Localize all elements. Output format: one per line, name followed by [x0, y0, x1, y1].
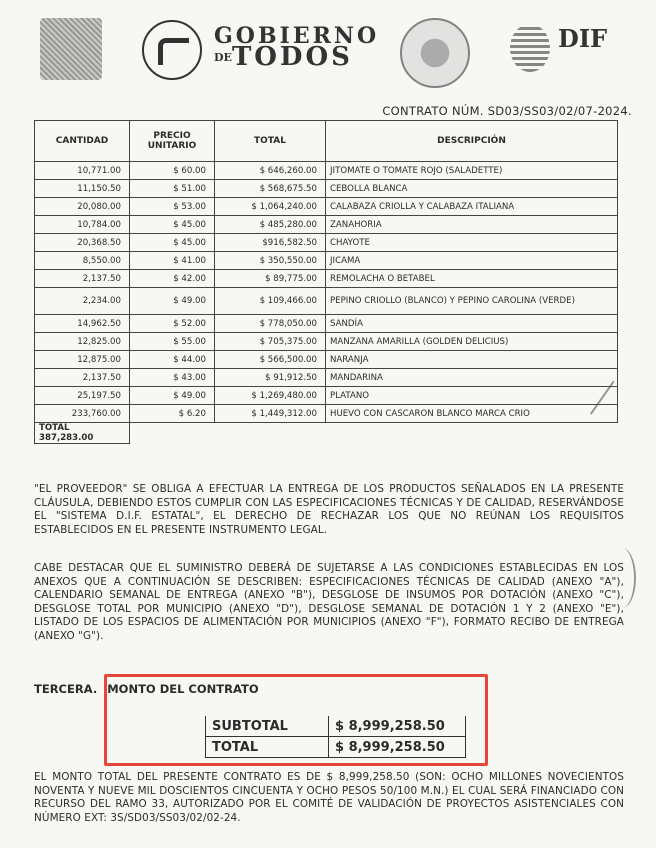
signature-mark	[608, 548, 636, 608]
cell-cantidad: 233,760.00	[35, 405, 130, 423]
table-row	[35, 216, 618, 234]
cell-descripcion: NARANJA	[326, 351, 618, 369]
cell-precio: $ 41.00	[130, 252, 215, 270]
cell-cantidad: 20,080.00	[35, 198, 130, 216]
cell-descripcion: CALABAZA CRIOLLA Y CALABAZA ITALIANA	[326, 198, 618, 216]
cell-precio: $ 55.00	[130, 333, 215, 351]
state-seal-logo	[40, 18, 102, 80]
cell-cantidad: 10,771.00	[35, 162, 130, 180]
header-total: TOTAL	[215, 121, 326, 162]
cell-descripcion: PEPINO CRIOLLO (BLANCO) Y PEPINO CAROLINA (VERDE)	[326, 288, 618, 315]
district-seal-logo	[400, 18, 470, 88]
cell-descripcion: HUEVO CON CASCARON BLANCO MARCA CRIO	[326, 405, 618, 423]
cell-total: $ 91,912.50	[215, 369, 326, 387]
table-total-row	[35, 423, 618, 444]
cell-descripcion: JITOMATE O TOMATE ROJO (SALADETTE)	[326, 162, 618, 180]
cell-precio: $ 42.00	[130, 270, 215, 288]
cell-cantidad: 8,550.00	[35, 252, 130, 270]
header-precio: PRECIO UNITARIO	[130, 121, 215, 162]
gob-line2: TODOS	[231, 42, 353, 72]
total-value: $ 8,999,258.50	[329, 737, 466, 758]
table-row	[35, 288, 618, 315]
cell-precio: $ 51.00	[130, 180, 215, 198]
header-cantidad: CANTIDAD	[35, 121, 130, 162]
table-body	[35, 162, 618, 444]
cell-precio: $ 45.00	[130, 234, 215, 252]
cell-descripcion: MANDARINA	[326, 369, 618, 387]
gobierno-de-todos-logo	[214, 23, 380, 72]
table-row	[35, 351, 618, 369]
gob-line1: GOBIERNO	[214, 23, 380, 49]
cell-cantidad: 11,150.50	[35, 180, 130, 198]
cell-total: $ 778,050.00	[215, 315, 326, 333]
cell-total: $ 1,449,312.00	[215, 405, 326, 423]
cell-total: $ 485,280.00	[215, 216, 326, 234]
subtotal-row	[206, 716, 466, 737]
header-logos	[30, 14, 640, 88]
cell-total: $ 568,675.50	[215, 180, 326, 198]
gob-de: DE	[214, 51, 232, 64]
subtotal-value: $ 8,999,258.50	[329, 716, 466, 737]
cell-total: $ 566,500.00	[215, 351, 326, 369]
clause-label: TERCERA.	[34, 682, 98, 696]
cell-cantidad: 12,825.00	[35, 333, 130, 351]
cell-descripcion: REMOLACHA O BETABEL	[326, 270, 618, 288]
gobierno-mark-logo	[142, 20, 202, 80]
table-row	[35, 180, 618, 198]
cell-cantidad: 14,962.50	[35, 315, 130, 333]
cell-cantidad: 12,875.00	[35, 351, 130, 369]
cell-descripcion: ZANAHORIA	[326, 216, 618, 234]
empty-cell	[326, 423, 618, 444]
cell-precio: $ 49.00	[130, 387, 215, 405]
paragraph-monto: EL MONTO TOTAL DEL PRESENTE CONTRATO ES DE $ 8,999,258.50 (SON: OCHO MILLONES NOVECIENTOS NOVENTA Y NUEVE MIL DOSCIENTOS CINCUENTA Y OCHO PESOS 50/100 M.N.) EL CUAL SERÁ FINANCIADO CON RECURSO DEL RAMO 33, AUTORIZADO POR EL COMITÉ DE VALIDACIÓN DE PROYECTOS ASISTENCIALES CON NÚMERO EXT: 3S/SD03/SS03/02/02-24.	[34, 771, 624, 824]
table-row	[35, 252, 618, 270]
table-header-row	[35, 121, 618, 162]
cell-precio: $ 60.00	[130, 162, 215, 180]
dif-logo-text: DIF	[558, 24, 608, 53]
total-label: TOTAL	[206, 737, 329, 758]
cell-descripcion: CEBOLLA BLANCA	[326, 180, 618, 198]
cell-total: $ 89,775.00	[215, 270, 326, 288]
cell-cantidad: 25,197.50	[35, 387, 130, 405]
amount-summary	[205, 716, 466, 758]
dif-emblem-icon	[510, 24, 550, 72]
cell-cantidad: 2,234.00	[35, 288, 130, 315]
empty-cell	[215, 423, 326, 444]
table-row	[35, 405, 618, 423]
cell-precio: $ 52.00	[130, 315, 215, 333]
total-row	[206, 737, 466, 758]
cell-total: $ 109,466.00	[215, 288, 326, 315]
cell-total: $916,582.50	[215, 234, 326, 252]
table-row	[35, 198, 618, 216]
cell-descripcion: PLATANO	[326, 387, 618, 405]
cell-precio: $ 43.00	[130, 369, 215, 387]
cell-total: $ 1,269,480.00	[215, 387, 326, 405]
cell-cantidad: 20,368.50	[35, 234, 130, 252]
table-row	[35, 369, 618, 387]
table-total-cell: TOTAL 387,283.00	[35, 423, 130, 444]
table-row	[35, 315, 618, 333]
cell-total: $ 705,375.00	[215, 333, 326, 351]
table-row	[35, 162, 618, 180]
empty-cell	[130, 423, 215, 444]
cell-precio: $ 45.00	[130, 216, 215, 234]
cell-cantidad: 2,137.50	[35, 369, 130, 387]
cell-precio: $ 53.00	[130, 198, 215, 216]
paragraph-anexos: CABE DESTACAR QUE EL SUMINISTRO DEBERÁ DE SUJETARSE A LAS CONDICIONES ESTABLECIDAS EN LOS ANEXOS QUE A CONTINUACIÓN SE DESCRIBEN: ESPECIFICACIONES TÉCNICAS DE CALIDAD (ANEXO "A"), CALENDARIO SEMANAL DE ENTREGA (ANEXO "B"), DESGLOSE DE INSUMOS POR DOTACIÓN (ANEXO "C"), DESGLOSE TOTAL POR MUNICIPIO (ANEXO "D"), DESGLOSE SEMANAL DE DOTACIÓN 1 Y 2 (ANEXO "E"), LISTADO DE LOS ESPACIOS DE ALIMENTACIÓN POR MUNICIPIOS (ANEXO "F"), FORMATO RECIBO DE ENTREGA (ANEXO "G").	[34, 562, 624, 642]
cell-total: $ 646,260.00	[215, 162, 326, 180]
table-row	[35, 333, 618, 351]
cell-precio: $ 6.20	[130, 405, 215, 423]
subtotal-label: SUBTOTAL	[206, 716, 329, 737]
cell-descripcion: MANZANA AMARILLA (GOLDEN DELICIUS)	[326, 333, 618, 351]
cell-total: $ 350,550.00	[215, 252, 326, 270]
clause-title: MONTO DEL CONTRATO	[107, 682, 259, 696]
table-row	[35, 270, 618, 288]
header-descripcion: DESCRIPCIÓN	[326, 121, 618, 162]
cell-cantidad: 2,137.50	[35, 270, 130, 288]
cell-descripcion: SANDÍA	[326, 315, 618, 333]
cell-cantidad: 10,784.00	[35, 216, 130, 234]
cell-precio: $ 44.00	[130, 351, 215, 369]
table-row	[35, 387, 618, 405]
cell-precio: $ 49.00	[130, 288, 215, 315]
cell-total: $ 1,064,240.00	[215, 198, 326, 216]
paragraph-proveedor: "EL PROVEEDOR" SE OBLIGA A EFECTUAR LA ENTREGA DE LOS PRODUCTOS SEÑALADOS EN LA PRESENTE CLÁUSULA, DEBIENDO ESTOS CUMPLIR CON LAS ESPECIFICACIONES TÉCNICAS Y DE CALIDAD, RESERVÁNDOSE EL "SISTEMA D.I.F. ESTATAL", EL DERECHO DE RECHAZAR LOS QUE NO REÚNAN LOS REQUISITOS ESTABLECIDOS EN EL PRESENTE INSTRUMENTO LEGAL.	[34, 483, 624, 536]
contract-number: CONTRATO NÚM. SD03/SS03/02/07-2024.	[382, 104, 632, 118]
products-table	[34, 120, 618, 444]
cell-descripcion: JICAMA	[326, 252, 618, 270]
table-row	[35, 234, 618, 252]
cell-descripcion: CHAYOTE	[326, 234, 618, 252]
